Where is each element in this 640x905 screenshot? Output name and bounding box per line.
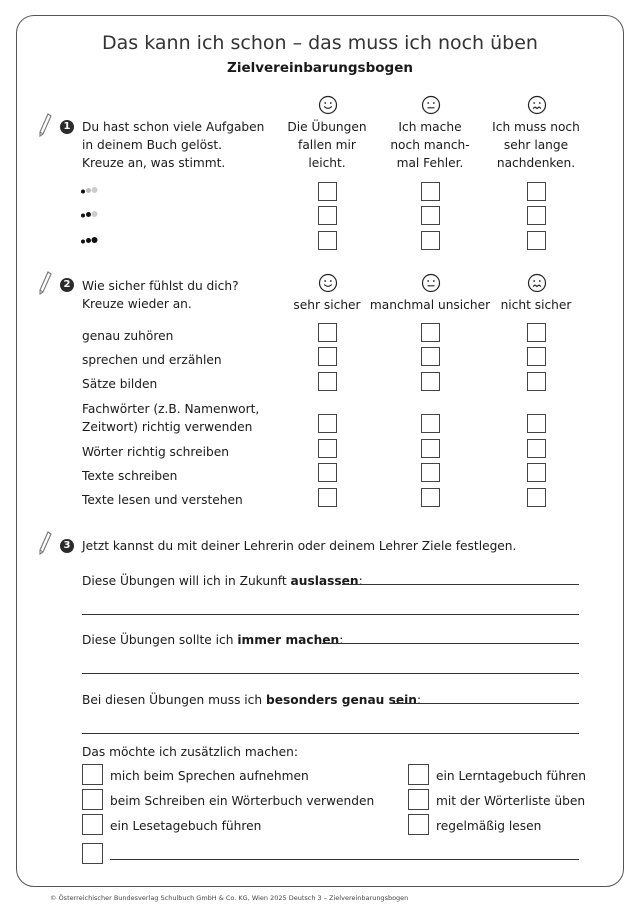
writing-line[interactable] (342, 584, 579, 585)
checkbox[interactable] (421, 323, 440, 342)
skill-label: genau zuhören (82, 329, 174, 343)
option-label: mich beim Sprechen aufnehmen (110, 769, 309, 783)
checkbox[interactable] (527, 463, 546, 482)
checkbox[interactable] (421, 463, 440, 482)
checkbox[interactable] (82, 789, 103, 810)
checkbox[interactable] (527, 488, 546, 507)
checkbox[interactable] (318, 439, 337, 458)
writing-line[interactable] (322, 643, 579, 644)
checkbox[interactable] (421, 182, 440, 201)
checkbox[interactable] (408, 764, 429, 785)
column-header-easy: Die Übungen fallen mir leicht. (287, 120, 367, 170)
skill-label: Texte schreiben (82, 469, 178, 483)
worried-face-icon (527, 273, 547, 293)
section-2-number: 2 (60, 278, 74, 292)
option-label: beim Schreiben ein Wörterbuch verwenden (110, 794, 375, 808)
pencil-icon (38, 113, 52, 137)
section-1-number: 1 (60, 120, 74, 134)
checkbox[interactable] (318, 463, 337, 482)
checkbox[interactable] (318, 488, 337, 507)
column-header-sometimes-unsure: manchmal unsicher (369, 298, 491, 312)
checkbox[interactable] (421, 372, 440, 391)
worried-face-icon (527, 95, 547, 115)
column-header-mistakes: Ich mache noch manch- mal Fehler. (390, 120, 470, 170)
column-header-hard: Ich muss noch sehr lange nachdenken. (492, 120, 580, 170)
skill-label: sprechen und erzählen (82, 353, 222, 367)
difficulty-level-1-icon (80, 187, 110, 195)
skill-label: Texte lesen und verstehen (82, 493, 243, 507)
checkbox[interactable] (318, 347, 337, 366)
checkbox[interactable] (318, 231, 337, 250)
happy-face-icon (318, 273, 338, 293)
checkbox[interactable] (318, 323, 337, 342)
checkbox[interactable] (421, 206, 440, 225)
checkbox[interactable] (421, 439, 440, 458)
checkbox[interactable] (421, 488, 440, 507)
checkbox[interactable] (408, 789, 429, 810)
difficulty-level-3-icon (80, 237, 110, 245)
checkbox[interactable] (421, 347, 440, 366)
column-header-very-confident: sehr sicher (293, 298, 361, 312)
pencil-icon (38, 271, 52, 295)
checkbox[interactable] (421, 414, 440, 433)
skill-label: Wörter richtig schreiben (82, 445, 229, 459)
section-1-prompt: Du hast schon viele Aufgaben in deinem Buch gelöst. Kreuze an, was stimmt. (82, 120, 265, 170)
goal-label-skip: Diese Übungen will ich in Zukunft auslassen: (82, 574, 363, 588)
page-title: Das kann ich schon – das muss ich noch üben (102, 32, 538, 54)
checkbox[interactable] (82, 814, 103, 835)
option-label: ein Lerntagebuch führen (436, 769, 587, 783)
checkbox[interactable] (527, 206, 546, 225)
column-header-not-confident: nicht sicher (500, 298, 572, 312)
pencil-icon (38, 531, 52, 555)
writing-line[interactable] (82, 733, 579, 734)
section-2-prompt: Wie sicher fühlst du dich? Kreuze wieder an. (82, 279, 239, 311)
difficulty-level-2-icon (80, 211, 110, 219)
checkbox[interactable] (527, 347, 546, 366)
checkbox[interactable] (318, 372, 337, 391)
neutral-face-icon (421, 95, 441, 115)
option-label: ein Lesetagebuch führen (110, 819, 262, 833)
checkbox[interactable] (408, 814, 429, 835)
checkbox[interactable] (318, 182, 337, 201)
extra-heading: Das möchte ich zusätzlich machen: (82, 745, 298, 759)
page-subtitle: Zielvereinbarungsbogen (227, 60, 413, 76)
section-3-number: 3 (60, 539, 74, 553)
goal-label-always: Diese Übungen sollte ich immer machen: (82, 633, 344, 647)
checkbox[interactable] (82, 843, 103, 864)
checkbox[interactable] (527, 414, 546, 433)
checkbox[interactable] (318, 414, 337, 433)
checkbox[interactable] (527, 182, 546, 201)
neutral-face-icon (421, 273, 441, 293)
checkbox[interactable] (527, 323, 546, 342)
skill-label: Fachwörter (z.B. Namenwort, Zeitwort) richtig verwenden (82, 402, 260, 434)
section-3-prompt: Jetzt kannst du mit deiner Lehrerin oder deinem Lehrer Ziele festlegen. (82, 539, 517, 553)
writing-line[interactable] (110, 859, 579, 860)
writing-line[interactable] (82, 614, 579, 615)
writing-line[interactable] (82, 673, 579, 674)
option-label: mit der Wörterliste üben (436, 794, 586, 808)
happy-face-icon (318, 95, 338, 115)
skill-label: Sätze bilden (82, 377, 158, 391)
checkbox[interactable] (527, 231, 546, 250)
checkbox[interactable] (421, 231, 440, 250)
checkbox[interactable] (527, 372, 546, 391)
option-label: regelmäßig lesen (436, 819, 542, 833)
checkbox[interactable] (527, 439, 546, 458)
copyright-footer: © Österreichischer Bundesverlag Schulbuch GmbH & Co. KG, Wien 2025 Deutsch 3 – Zielvereinbarungsbogen (50, 894, 409, 902)
checkbox[interactable] (318, 206, 337, 225)
goal-label-careful: Bei diesen Übungen muss ich besonders genau sein: (82, 693, 422, 707)
checkbox[interactable] (82, 764, 103, 785)
writing-line[interactable] (390, 703, 579, 704)
